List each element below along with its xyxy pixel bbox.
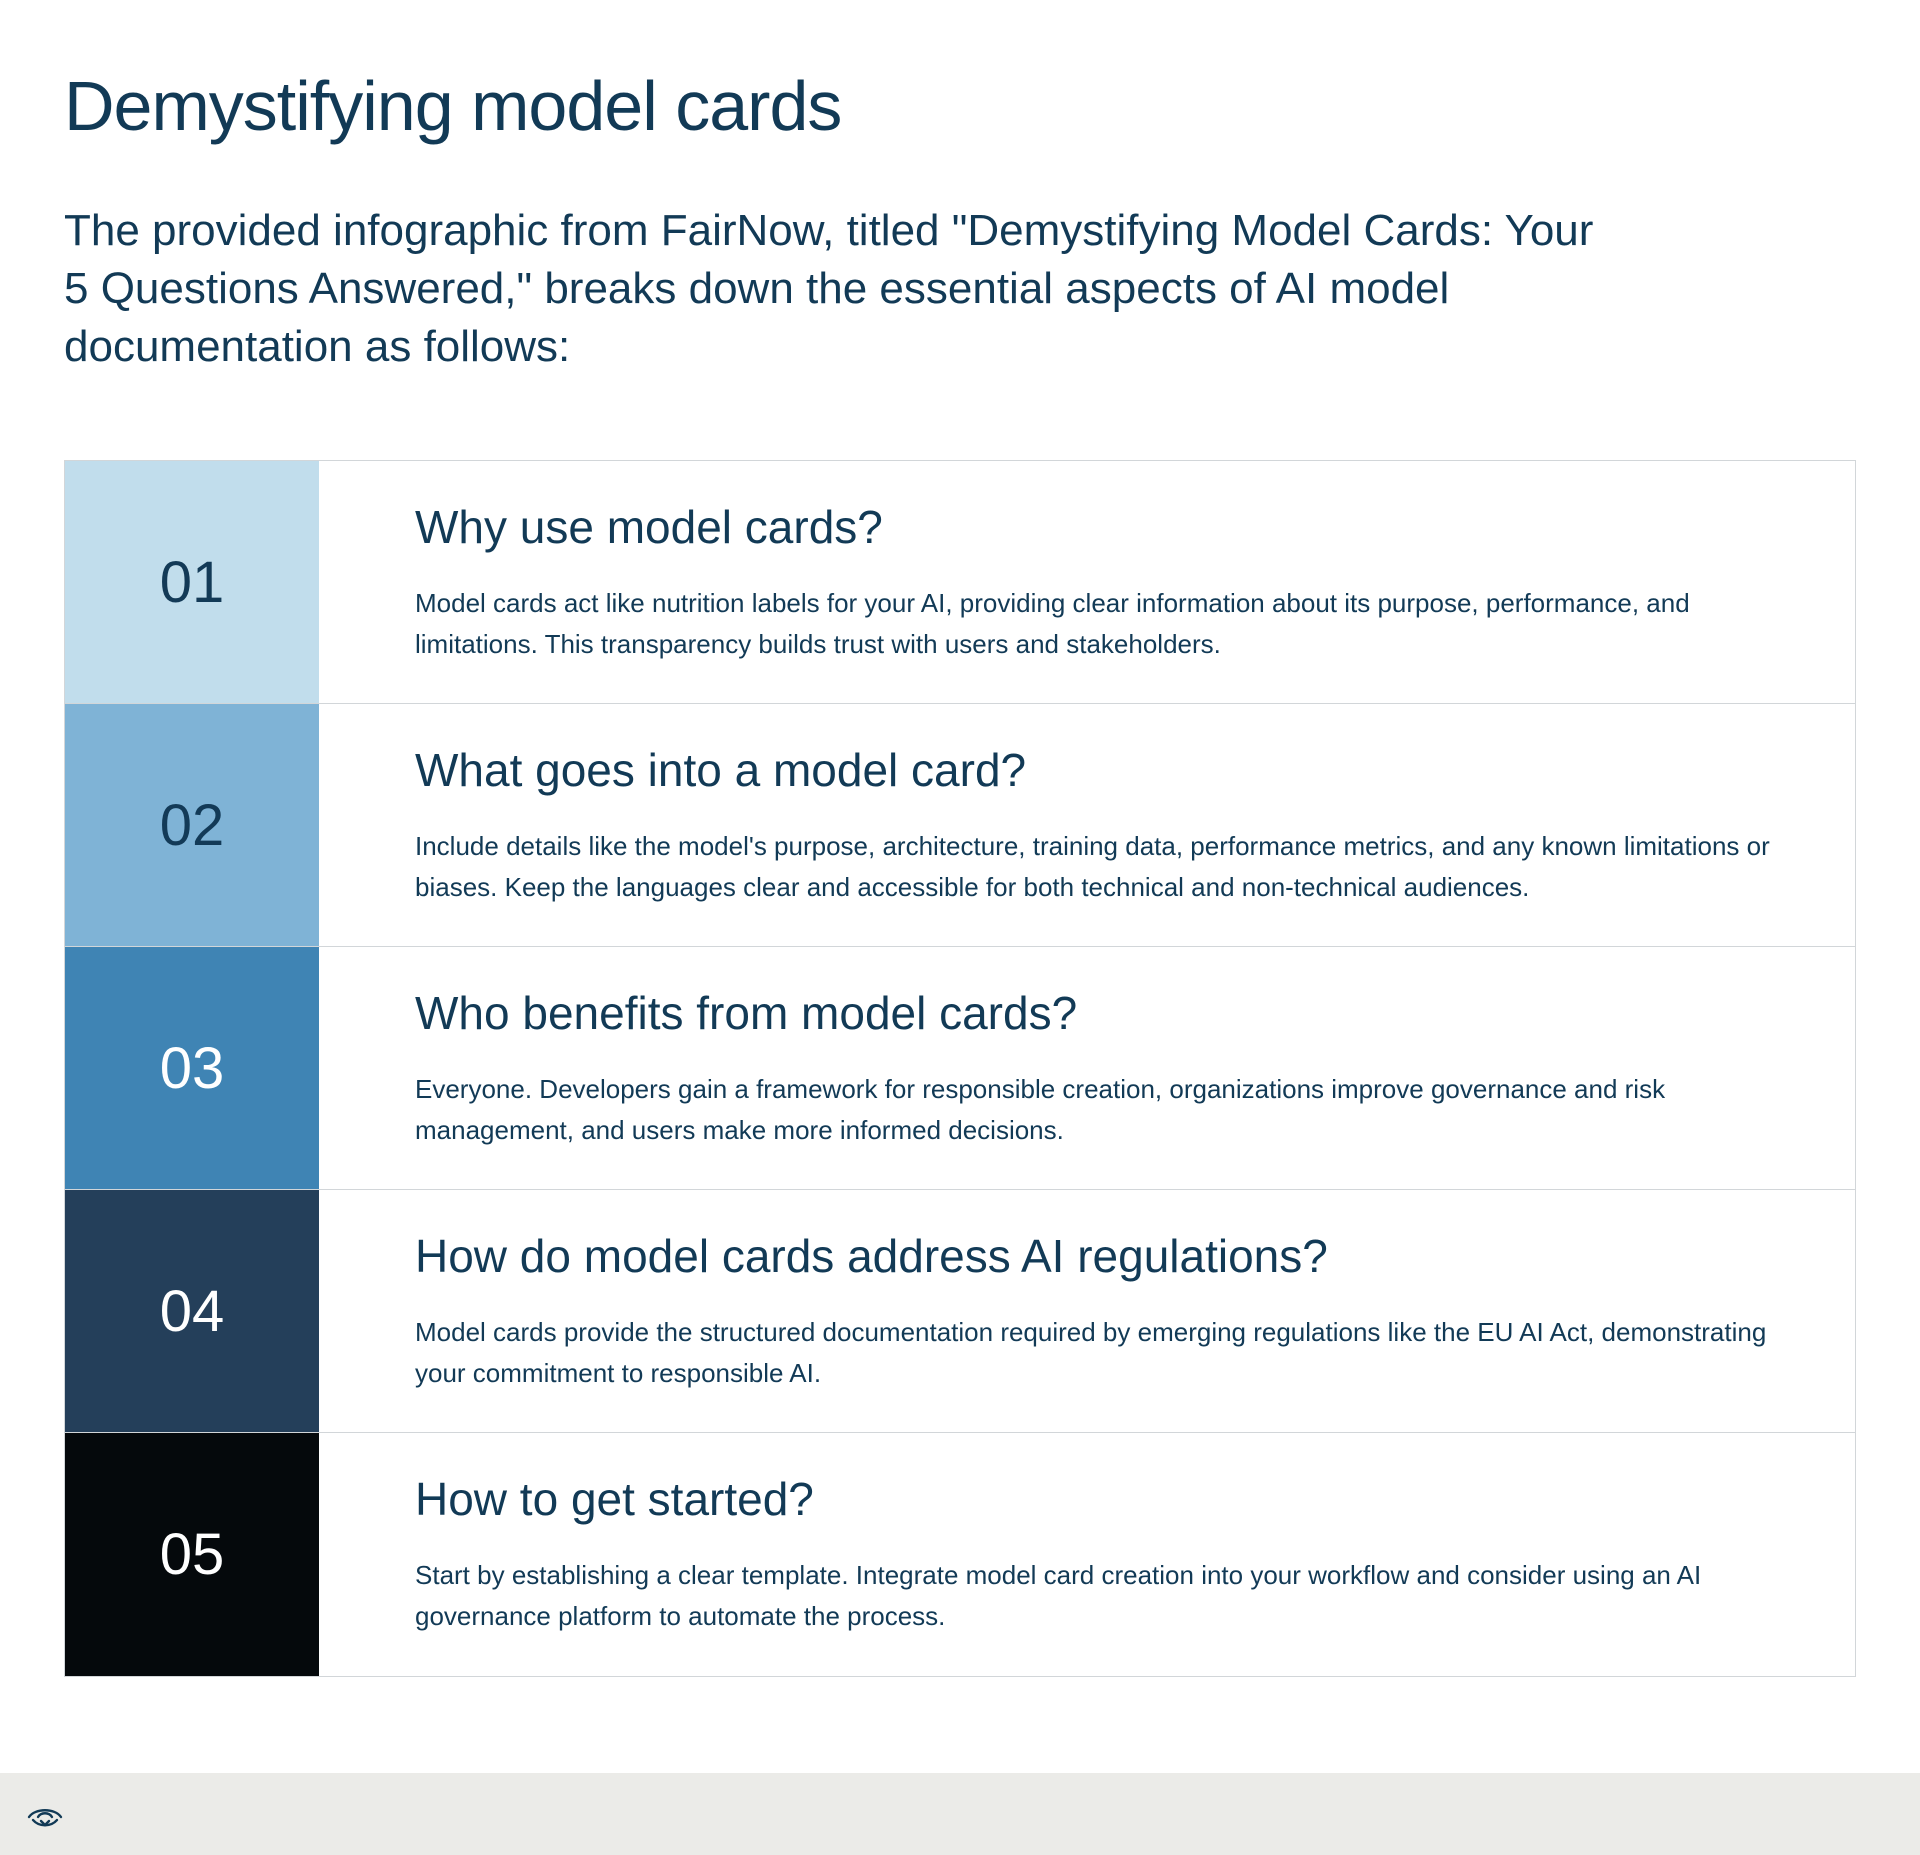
qa-row [65,947,1855,1190]
page-title: Demystifying model cards [64,67,842,145]
question-answer: Model cards provide the structured documentation required by emerging regulations like the EU AI Act, demonstrating your commitment to responsible AI. [415,1317,1767,1388]
intro-paragraph: The provided infographic from FairNow, titled "Demystifying Model Cards: Your 5 Questions Answered," breaks down the essential aspects of AI model documentation as follows: [64,206,1594,371]
question-title: Who benefits from model cards? [415,987,1078,1039]
question-text-cell [319,1433,1855,1676]
question-title: How do model cards address AI regulations? [415,1230,1328,1282]
question-title: What goes into a model card? [415,744,1027,796]
question-answer: Everyone. Developers gain a framework for responsible creation, organizations improve governance and risk management, and users make more informed decisions. [415,1074,1666,1145]
question-number: 02 [159,792,225,858]
question-answer: Include details like the model's purpose, architecture, training data, performance metrics, and any known limitations or biases. Keep the languages clear and accessible for both technical and non-technical audiences. [415,831,1770,902]
qa-row [65,704,1855,947]
question-text-cell [319,461,1855,703]
question-answer: Model cards act like nutrition labels for your AI, providing clear information about its purpose, performance, and limitations. This transparency builds trust with users and stakeholders. [415,588,1690,659]
question-number-cell [65,1190,319,1432]
question-number: 05 [159,1522,225,1587]
qa-row [65,1190,1855,1433]
question-number: 01 [159,549,225,615]
qa-table [64,460,1856,1677]
footer-bar [0,1773,1920,1855]
question-text-cell [319,947,1855,1189]
question-answer: Start by establishing a clear template. Integrate model card creation into your workflow and consider using an AI governance platform to automate the process. [415,1560,1702,1631]
question-number-cell [65,704,319,946]
question-text-cell [319,704,1855,946]
eye-logo-icon[interactable] [26,1797,64,1833]
question-number-cell [65,461,319,703]
question-text-cell [319,1190,1855,1432]
question-number-cell [65,947,319,1189]
question-title: How to get started? [415,1473,814,1525]
question-number: 04 [159,1278,225,1344]
question-title: Why use model cards? [415,501,883,553]
qa-row [65,461,1855,704]
question-number: 03 [159,1035,225,1101]
qa-row [65,1433,1855,1676]
question-number-cell [65,1433,319,1676]
